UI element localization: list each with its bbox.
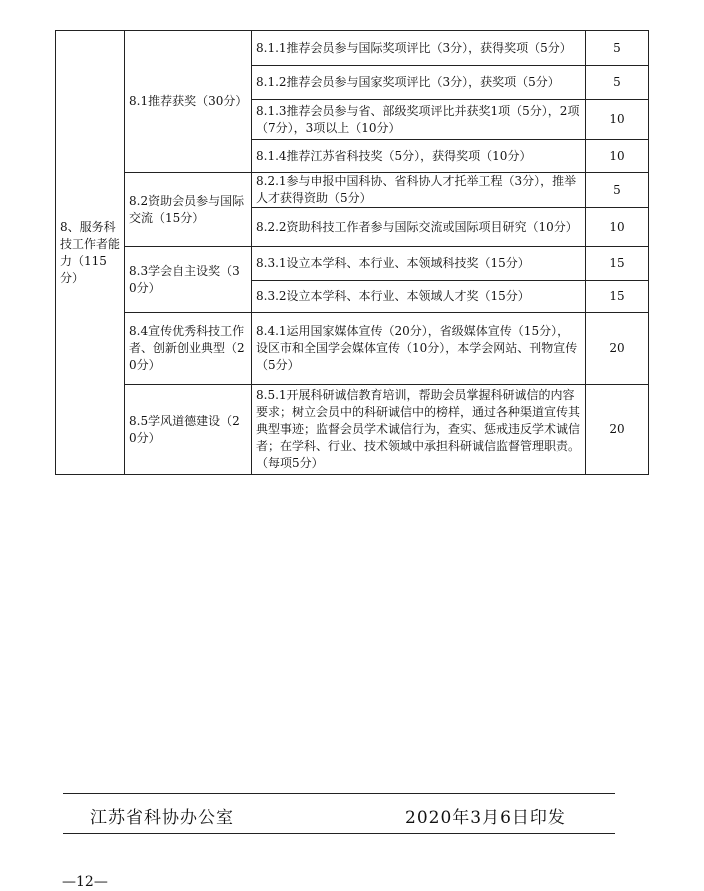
item-text: 8.1.2推荐会员参与国家奖项评比（3分），获奖项（5分） [252, 66, 586, 100]
item-text: 8.1.3推荐会员参与省、部级奖项评比并获奖1项（5分），2项（7分），3项以上（10分） [252, 100, 586, 140]
group-label: 8.5学风道德建设（20分） [125, 385, 252, 475]
footer-date: 2020年3月6日印发 [405, 808, 566, 828]
item-text: 8.2.1参与申报中国科协、省科协人才托举工程（3分），推举人才获得资助（5分） [252, 173, 586, 208]
item-score: 10 [586, 208, 649, 247]
group-label: 8.4宣传优秀科技工作者、创新创业典型（20分） [125, 313, 252, 385]
item-score: 10 [586, 100, 649, 140]
item-score: 10 [586, 140, 649, 173]
page-number: —12— [62, 874, 108, 890]
scoring-table [55, 30, 649, 475]
item-score: 5 [586, 66, 649, 100]
item-text: 8.1.4推荐江苏省科技奖（5分），获得奖项（10分） [252, 140, 586, 173]
group-label: 8.1推荐获奖（30分） [125, 31, 252, 173]
item-score: 5 [586, 173, 649, 208]
footer-bottom-rule [63, 833, 615, 834]
group-label: 8.3学会自主设奖（30分） [125, 247, 252, 313]
item-score: 5 [586, 31, 649, 66]
group-label: 8.2资助会员参与国际交流（15分） [125, 173, 252, 247]
item-text: 8.3.1设立本学科、本行业、本领域科技奖（15分） [252, 247, 586, 281]
item-score: 15 [586, 281, 649, 313]
section-label: 8、服务科技工作者能力（115分） [56, 31, 125, 475]
footer-top-rule [63, 793, 615, 794]
item-score: 15 [586, 247, 649, 281]
item-text: 8.3.2设立本学科、本行业、本领域人才奖（15分） [252, 281, 586, 313]
item-text: 8.5.1开展科研诚信教育培训，帮助会员掌握科研诚信的内容要求；树立会员中的科研诚信中的榜样，通过各种渠道宣传其典型事迹；监督会员学术诚信行为，查实、惩戒违反学术诚信者；在学科、行业、技术领域中承担科研诚信监督管理职责。（每项5分） [252, 385, 586, 475]
item-text: 8.1.1推荐会员参与国际奖项评比（3分），获得奖项（5分） [252, 31, 586, 66]
item-score: 20 [586, 385, 649, 475]
item-text: 8.4.1运用国家媒体宣传（20分），省级媒体宣传（15分），设区市和全国学会媒体宣传（10分），本学会网站、刊物宣传（5分） [252, 313, 586, 385]
item-text: 8.2.2资助科技工作者参与国际交流或国际项目研究（10分） [252, 208, 586, 247]
item-score: 20 [586, 313, 649, 385]
footer-office: 江苏省科协办公室 [90, 808, 234, 828]
